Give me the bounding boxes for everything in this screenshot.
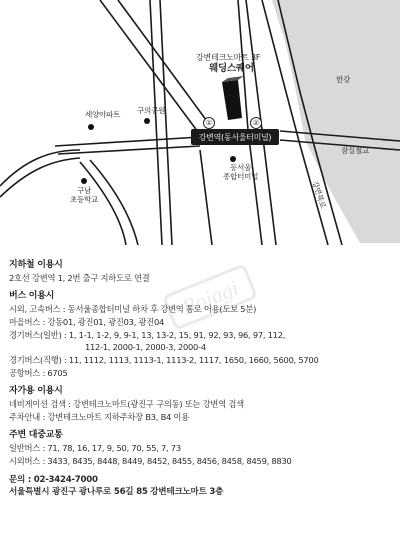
map-graphic — [0, 0, 400, 245]
bus-line-gyeonggi-general: 경기버스(일반) : 1, 1-1, 1-2, 9, 9-1, 13, 13-2, 15, 91, 92, 93, 96, 97, 112, — [9, 329, 286, 340]
car-line-parking: 주차안내 : 강변테크노마트 지하주차장 B3, B4 이용 — [9, 411, 189, 422]
bus-line-airport: 공항버스 : 6705 — [9, 367, 68, 378]
school-dot — [81, 178, 87, 184]
expressway-label: 강변북로 — [310, 179, 328, 210]
terminal-dot — [230, 156, 236, 162]
station-label: 강변역(동서울터미널) — [191, 129, 279, 145]
exit-2-marker: ② — [250, 117, 262, 129]
svg-text:Bojagi: Bojagi — [178, 274, 243, 321]
building-title: 강변테크노마트 3F — [196, 53, 261, 62]
subway-title: 지하철 이용시 — [9, 260, 63, 270]
building-marker — [222, 80, 242, 120]
transit-title: 주변 대중교통 — [9, 430, 63, 441]
park-label: 구의공원 — [137, 106, 166, 115]
bus-line-intercity: 시외, 고속버스 : 동서울종합터미널 하차 후 강변역 통로 이용(도보 5분) — [9, 304, 257, 315]
subway-line: 2호선 강변역 1, 2번 출구 지하도로 연결 — [9, 272, 150, 283]
han-river — [272, 0, 400, 243]
directions-info — [9, 259, 393, 499]
exit-1-marker: ① — [203, 117, 215, 129]
car-line-navigation: 네비게이션 검색 : 강변테크노마트(광진구 구의동) 또는 강변역 검색 — [9, 399, 244, 410]
terminal-label: 동서울 종합터미널 — [223, 163, 259, 181]
bus-line-gyeonggi-express: 경기버스(직행) : 11, 1112, 1113, 1113-1, 1113-2, 1117, 1650, 1660, 5600, 5700 — [9, 354, 319, 365]
bus-line-village: 마을버스 : 강동01, 광진01, 광진03, 광진04 — [9, 316, 165, 327]
location-map — [0, 0, 400, 245]
transit-line-local-bus: 일반버스 : 71, 78, 16, 17, 9, 50, 70, 55, 7, 73 — [9, 443, 181, 454]
contact-phone: 문의 : 02-3424-7000 — [9, 474, 98, 485]
contact-address: 서울특별시 광진구 광나루로 56길 85 강변테크노마트 3층 — [9, 487, 224, 498]
building-name: 웨딩스퀘어 — [209, 63, 254, 74]
school-label: 구남 초등학교 — [70, 186, 99, 204]
apartment-label: 세양아파트 — [85, 110, 121, 119]
transit-line-intercity-bus: 시외버스 : 3433, 8435, 8448, 8449, 8452, 8455, 8456, 8458, 8459, 8830 — [9, 455, 292, 466]
bridge-label: 잠실철교 — [341, 146, 370, 155]
bus-title: 버스 이용시 — [9, 291, 55, 302]
bus-line-gyeonggi-general-cont: 112-1, 2000-1, 2000-3, 2000-4 — [85, 342, 206, 353]
car-title: 자가용 이용시 — [9, 386, 63, 397]
river-label: 한강 — [336, 75, 351, 84]
park-dot — [144, 118, 150, 124]
apartment-dot — [88, 124, 94, 130]
